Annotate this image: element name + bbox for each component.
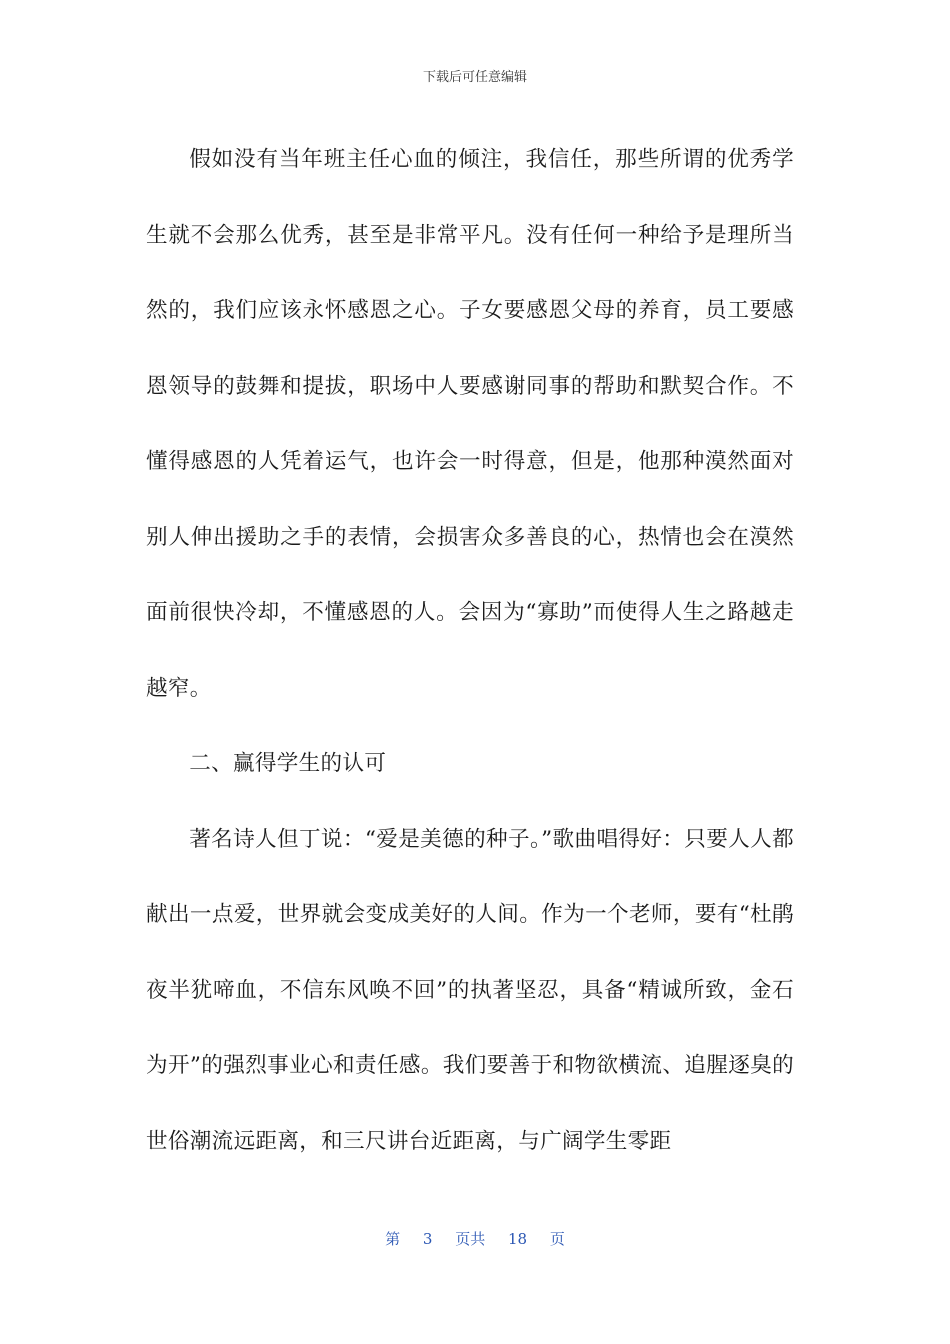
footer-label-page: 第 (385, 1230, 401, 1248)
page-footer (0, 1228, 950, 1249)
footer-label-end: 页 (549, 1230, 565, 1248)
paragraph-dante: 著名诗人但丁说：“爱是美德的种子。”歌曲唱得好：只要人人都献出一点爱，世界就会变成美好的人间。作为一个老师，要有“杜鹃夜半犹啼血，不信东风唤不回”的执著坚忍，具备“精诚所致，金石为开”的强烈事业心和责任感。我们要善于和物欲横流、追腥逐臭的世俗潮流远距离，和三尺讲台近距离，与广阔学生零距 (146, 826, 794, 1154)
footer-total-pages: 18 (508, 1230, 528, 1248)
paragraph-gratitude: 假如没有当年班主任心血的倾注，我信任，那些所谓的优秀学生就不会那么优秀，甚至是非常平凡。没有任何一种给予是理所当然的，我们应该永怀感恩之心。子女要感恩父母的养育，员工要感恩领导的鼓舞和提拔，职场中人要感谢同事的帮助和默契合作。不懂得感恩的人凭着运气，也许会一时得意，但是，他那种漠然面对别人伸出援助之手的表情，会损害众多善良的心，热情也会在漠然面前很快冷却，不懂感恩的人。会因为“寡助”而使得人生之路越走越窄。 (146, 147, 794, 701)
header-note: 下载后可任意编辑 (422, 70, 527, 85)
page-header (0, 66, 950, 85)
document-body (146, 122, 794, 1179)
footer-current-page: 3 (422, 1230, 433, 1248)
section-heading: 二、赢得学生的认可 (189, 751, 387, 776)
footer-label-of: 页共 (455, 1230, 486, 1248)
